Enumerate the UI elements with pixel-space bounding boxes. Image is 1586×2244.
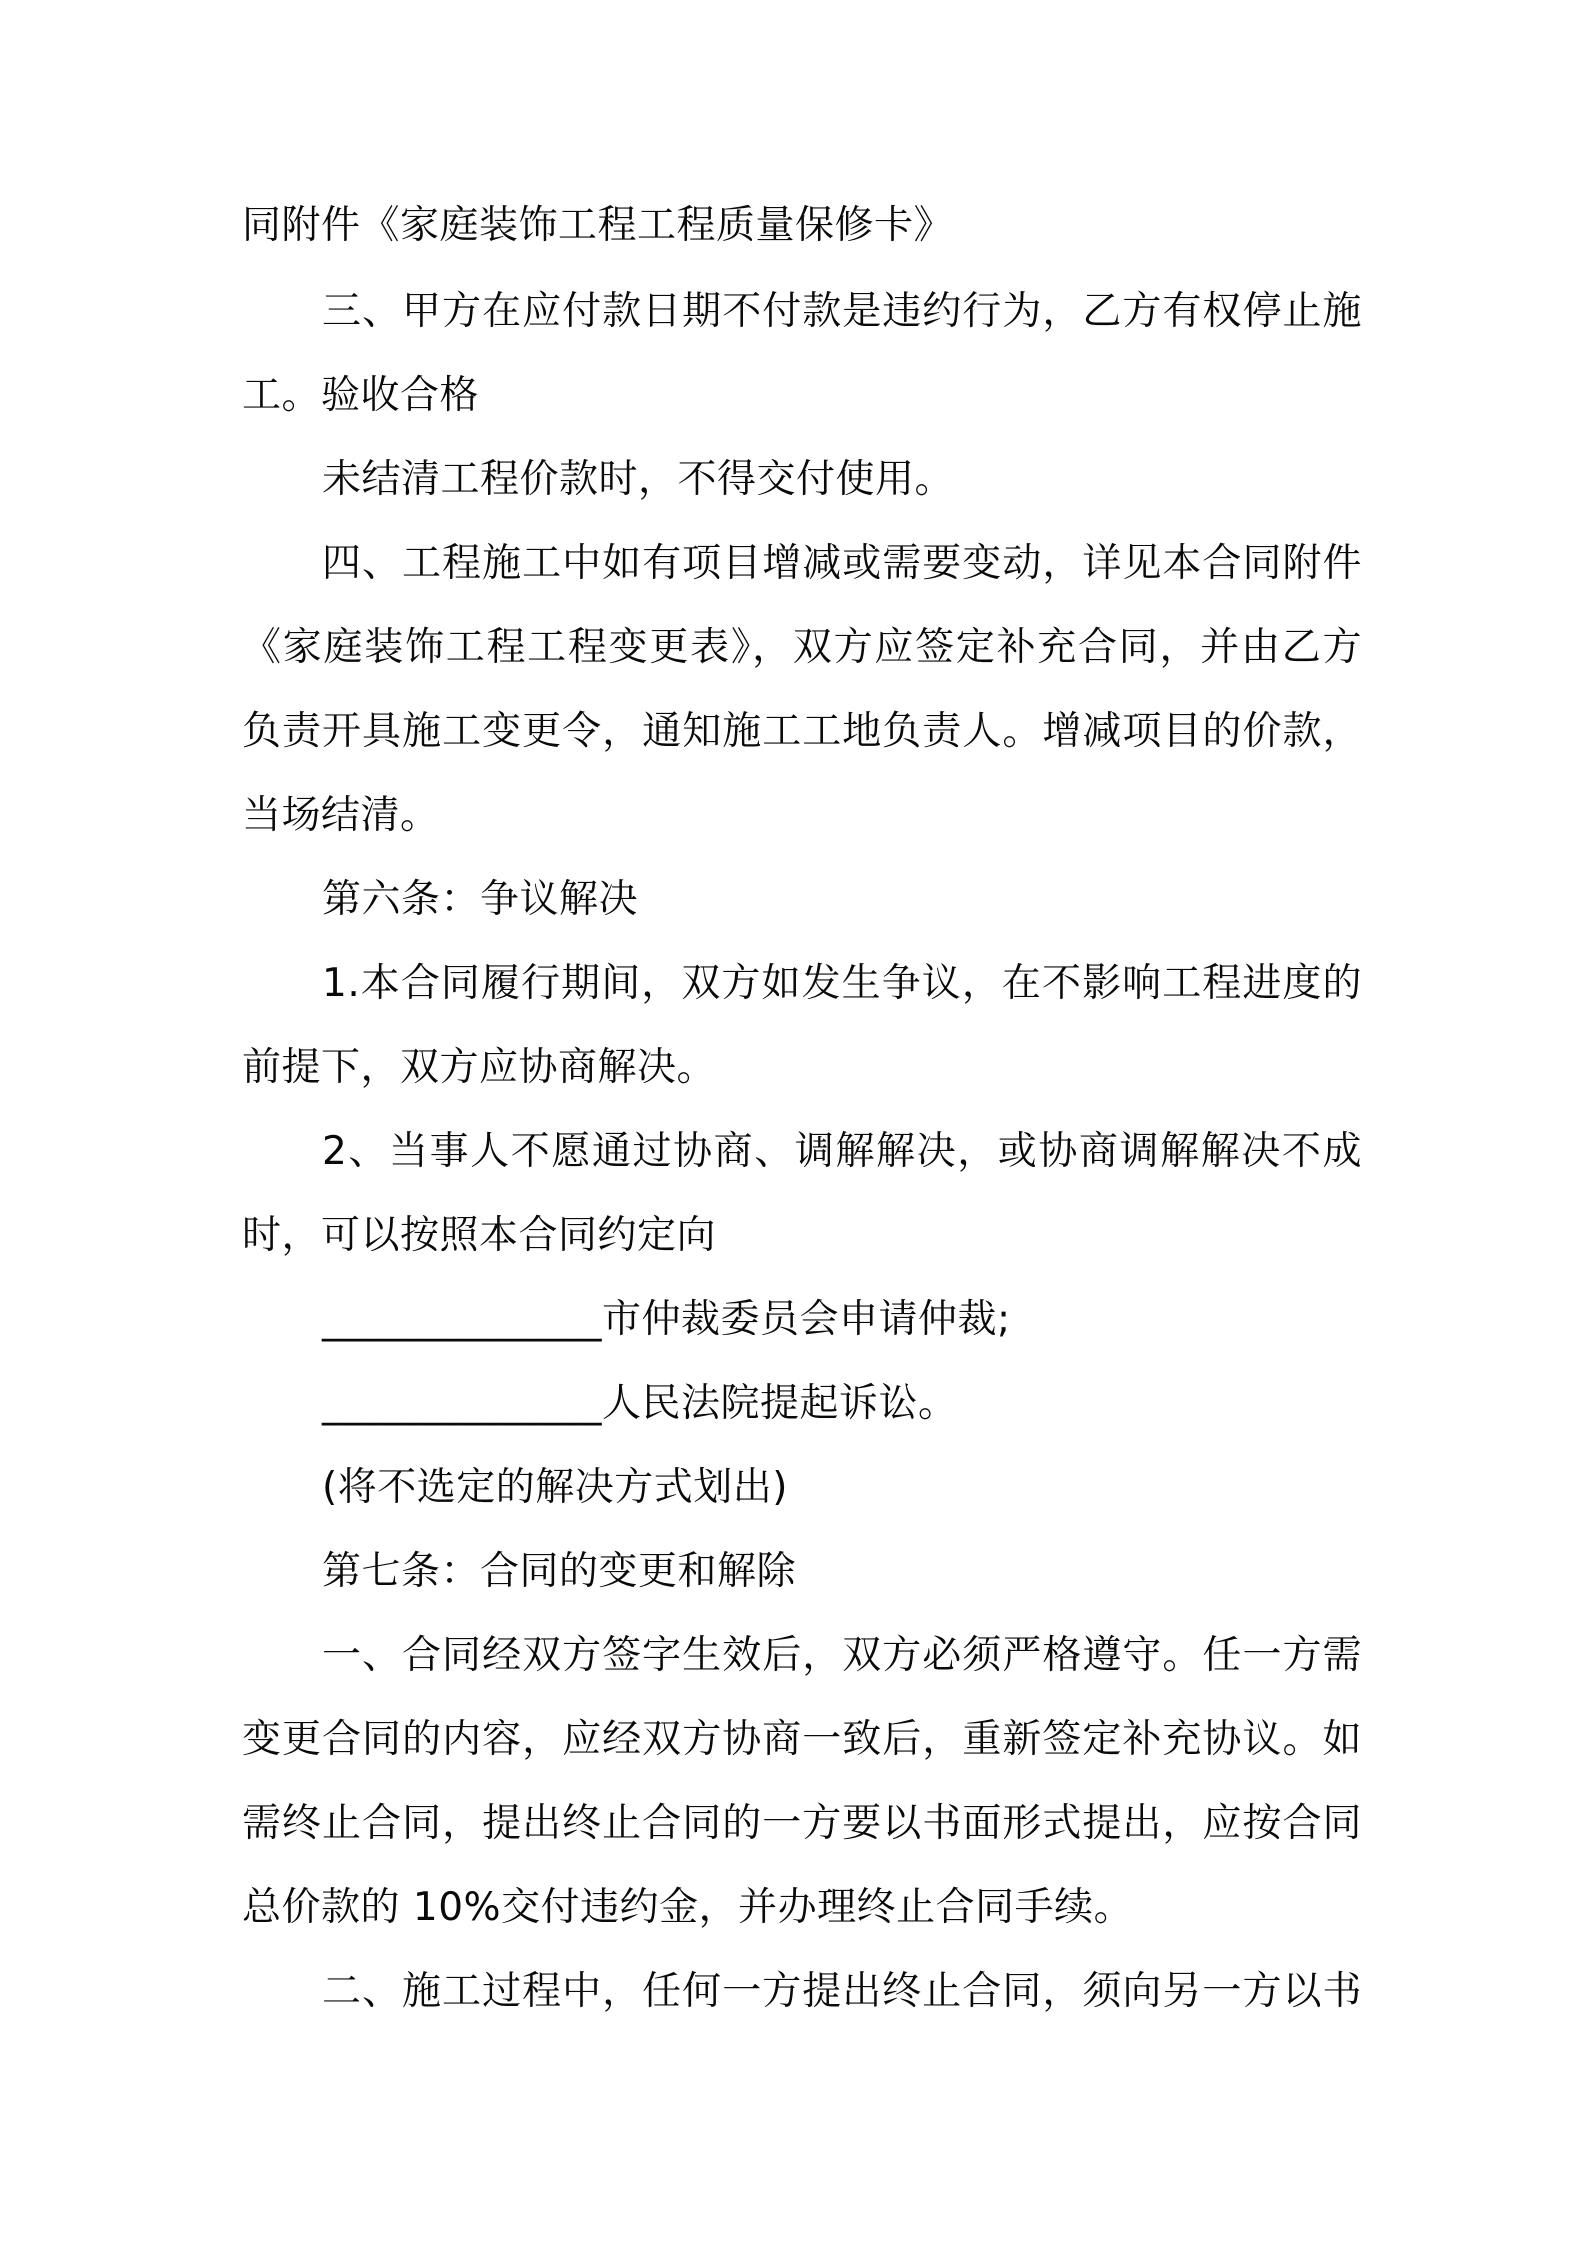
text-line-6: 《家庭装饰工程工程变更表》，双方应签定补充合同，并由乙方: [242, 625, 1362, 670]
text-line-3: 工。验收合格: [242, 373, 480, 418]
section-heading-article-7: 第七条：合同的变更和解除: [322, 1549, 797, 1594]
text-line-11: 前提下，双方应协商解决。: [242, 1045, 717, 1090]
text-line-8: 当场结清。: [242, 793, 440, 838]
text-line-5: 四、工程施工中如有项目增减或需要变动，详见本合同附件: [322, 541, 1362, 586]
text-line-7: 负责开具施工变更令，通知施工工地负责人。增减项目的价款，: [242, 709, 1362, 754]
text-line-2: 三、甲方在应付款日期不付款是违约行为，乙方有权停止施: [322, 289, 1362, 334]
text-line-20: 需终止合同，提出终止合同的一方要以书面形式提出，应按合同: [242, 1801, 1362, 1846]
arbitration-blank-line: ______________市仲裁委员会申请仲裁;: [322, 1297, 1011, 1342]
text-line-13: 时，可以按照本合同约定向: [242, 1213, 717, 1258]
court-blank-line: ______________人民法院提起诉讼。: [322, 1381, 958, 1426]
text-line-1: 同附件《家庭装饰工程工程质量保修卡》: [242, 203, 954, 248]
text-line-19: 变更合同的内容，应经双方协商一致后，重新签定补充协议。如: [242, 1717, 1362, 1762]
text-line-4: 未结清工程价款时，不得交付使用。: [322, 457, 955, 502]
text-line-10: 1.本合同履行期间，双方如发生争议，在不影响工程进度的: [322, 961, 1362, 1006]
section-heading-article-6: 第六条：争议解决: [322, 877, 639, 922]
text-line-21: 总价款的 10%交付违约金，并办理终止合同手续。: [242, 1885, 1134, 1930]
text-line-16: (将不选定的解决方式划出): [322, 1465, 788, 1510]
text-line-12: 2、当事人不愿通过协商、调解解决，或协商调解解决不成: [322, 1129, 1362, 1174]
text-line-22: 二、施工过程中，任何一方提出终止合同，须向另一方以书: [322, 1969, 1362, 2014]
text-line-18: 一、合同经双方签字生效后，双方必须严格遵守。任一方需: [322, 1633, 1362, 1678]
